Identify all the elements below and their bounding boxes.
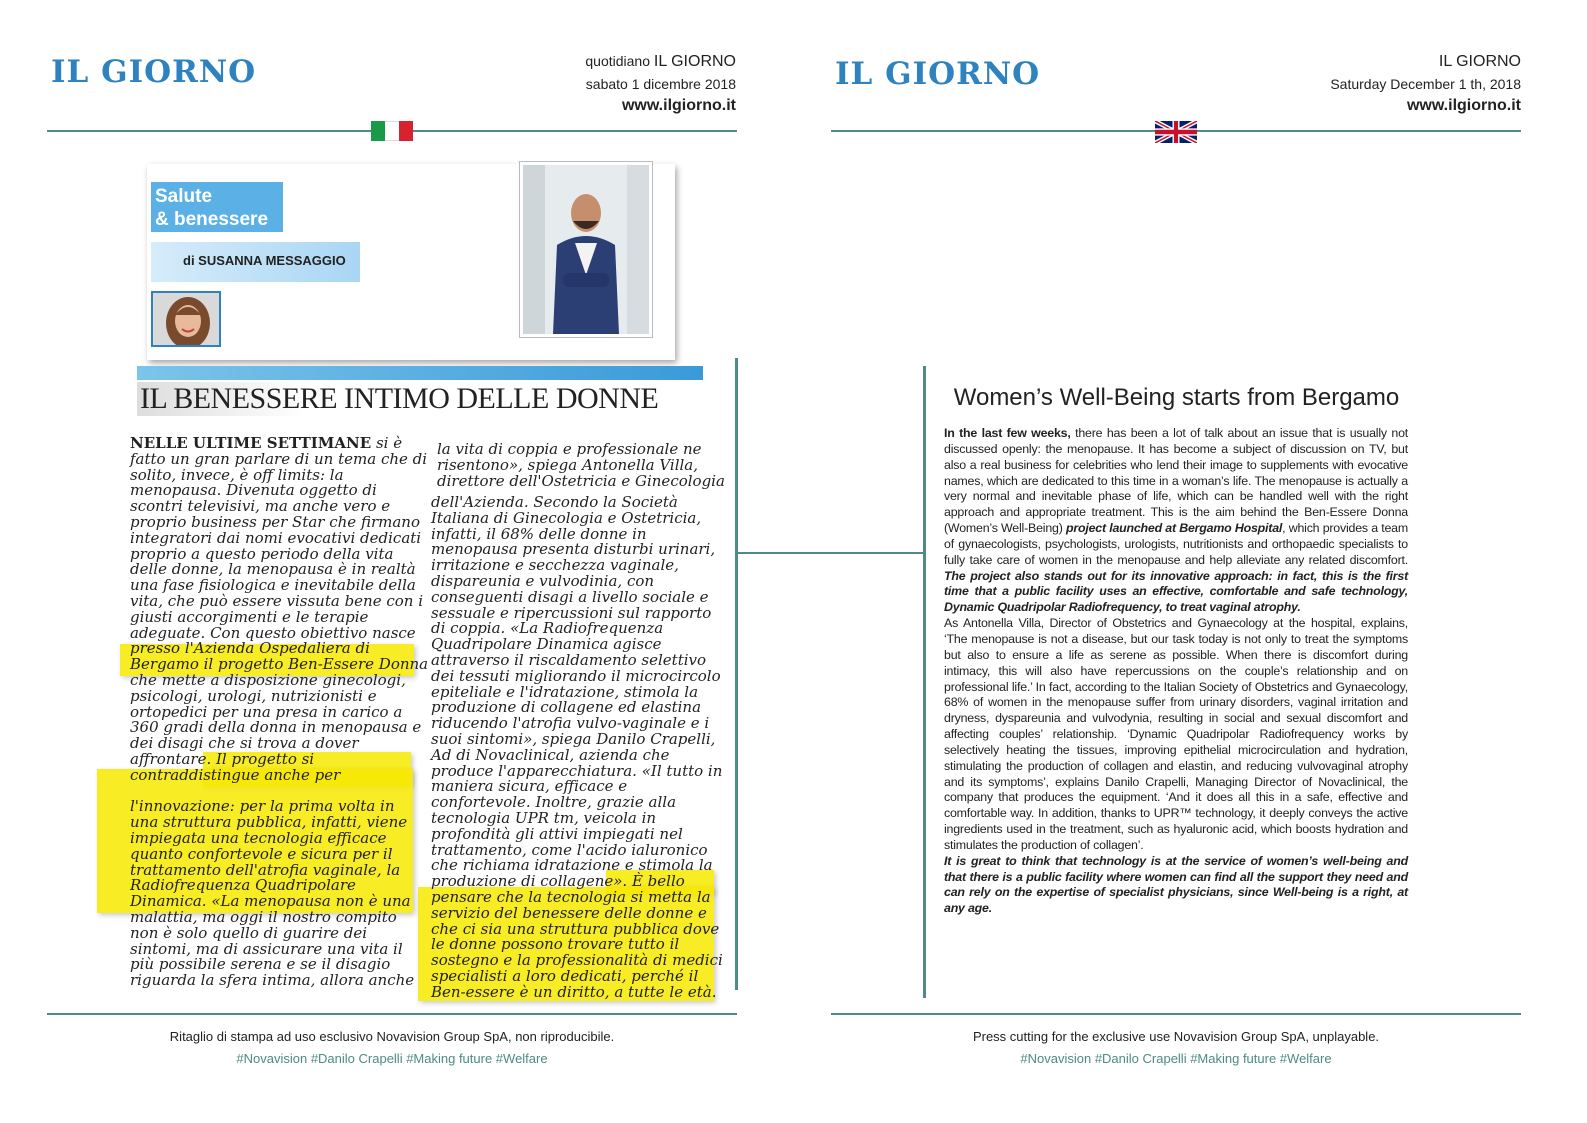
footer-note: Ritaglio di stampa ad uso esclusivo Novavision Group SpA, non riproducibile.: [169, 1029, 615, 1044]
article-line: infatti, il 68% delle donne in: [431, 524, 647, 543]
header-info-left: [585, 50, 736, 117]
article-line: adeguate. Con questo obiettivo nasce: [130, 623, 416, 642]
article-line: suoi sintomi», spiega Danilo Crapelli,: [431, 729, 716, 748]
article-line: proprio a questo periodo della vita: [130, 544, 394, 563]
english-paragraph-2: As Antonella Villa, Director of Obstetrics and Gynaecology at the hospital, explains, ‘The menopause is not a disease, but our task today is not only to treat the symptoms but also to ensure a life as serene as possible. When there is discomfort during intimacy, this will also have repercussions on the couple’s relationship and on professional life.’ In fact, according to the Italian Society of Obstetrics and Gynaecology, 68% of women in the menopause suffer from urinary disorders, vaginal irritation and dryness, dyspareunia and vulvodynia, resulting in social and sexual discomfort and affecting couples’ relationship. ‘Dynamic Quadripolar Radiofrequency works by selectively heating the tissues, improving epithelial microcirculation and hydration, stimulating the production of collagen and elastin, and reducing vulvovaginal atrophy and its symptoms’, explains Danilo Crapelli, Managing Director of Novaclinical, the company that produces the equipment. ‘And it does all this in a safe, effective and comfortable way. In addition, thanks to UPR™ technology, it deeply conveys the active ingredients used in the treatment, such as hyaluronic acid, which boosts hydration and stimulates the production of collagen’.: [944, 616, 1408, 852]
section-label-line2: & benessere: [155, 209, 269, 230]
article-line: affrontare. Il progetto si: [130, 749, 315, 768]
article-line: che ci sia una struttura pubblica dove: [431, 919, 720, 938]
connector-line-right: [923, 366, 926, 998]
article-column-1: [130, 436, 428, 989]
article-line: una fase fisiologica e inevitabile della: [130, 576, 416, 595]
article-line: tecnologia UPR tm, veicola in: [431, 808, 657, 827]
article-line: delle donne, la menopausa è in realtà: [130, 560, 416, 579]
english-article: [944, 426, 1408, 917]
article-line: Bergamo il progetto Ben-Essere Donna: [130, 655, 429, 674]
article-line: menopausa presenta disturbi urinari,: [431, 540, 716, 559]
header-date: Saturday December 1 th, 2018: [1330, 76, 1521, 92]
article-line: profondità gli attivi impiegati nel: [431, 824, 683, 843]
article-line: trattamento dell'atrofia vaginale, la: [130, 860, 401, 879]
footer-right: [831, 1026, 1521, 1070]
article-line: le donne possono trovare tutto il: [431, 935, 680, 954]
article-line: produce l'apparecchiatura. «Il tutto in: [431, 761, 723, 780]
footer-rule-left: [47, 1013, 737, 1015]
article-line: dispareunia e vulvodinia, con: [431, 571, 655, 590]
article-line: giusti accorgimenti e le terapie: [130, 607, 369, 626]
article-line: che mette a disposizione ginecologi,: [130, 670, 406, 689]
article-line: sintomi, ma di assicurare una vita il: [130, 939, 403, 958]
title-accent-bar: [137, 366, 703, 380]
article-line: presso l'Azienda Ospedaliera di: [130, 639, 370, 658]
article-line: che richiama idratazione e stimola la: [431, 856, 713, 875]
article-line: Quadripolare Dinamica agisce: [431, 635, 662, 654]
article-line: non è solo quello di guarire dei: [130, 923, 368, 942]
footer-rule-right: [831, 1013, 1521, 1015]
author-photo: [151, 291, 221, 347]
article-line: psicologi, urologi, nutrizionisti e: [130, 686, 377, 705]
article-line: di coppia. «La Radiofrequenza: [431, 619, 664, 638]
article-column-2a: [437, 442, 725, 489]
header-paper-name: IL GIORNO: [1438, 53, 1521, 70]
article-line: conseguenti disagi a livello sociale e: [431, 587, 709, 606]
article-line: si è: [371, 434, 403, 452]
article-line: pensare che la tecnologia si metta la: [431, 887, 711, 906]
footer-note: Press cutting for the exclusive use Novavision Group SpA, unplayable.: [972, 1029, 1380, 1044]
clipping-title: IL BENESSERE INTIMO DELLE DONNE: [137, 382, 703, 416]
article-line: produzione di collagene ed elastina: [431, 698, 702, 717]
article-line: risentono», spiega Antonella Villa,: [437, 455, 699, 474]
article-column-2b: [431, 495, 723, 1001]
article-line: più possibile serena e se il disagio: [130, 955, 391, 974]
article-line: riguarda la sfera intima, allora anche: [130, 971, 415, 990]
footer-left: [47, 1026, 737, 1070]
article-line: confortevole. Inoltre, grazie alla: [431, 793, 677, 812]
newspaper-logo-right: IL GIORNO: [835, 56, 1041, 92]
article-lead: NELLE ULTIME SETTIMANE: [130, 434, 372, 452]
article-line: Ben-essere è un diritto, a tutte le età.: [431, 982, 717, 1001]
article-line: Radiofrequenza Quadripolare: [130, 876, 356, 895]
article-line: direttore dell'Ostetricia e Ginecologia: [437, 471, 725, 490]
author-byline: di SUSANNA MESSAGGIO: [151, 242, 360, 282]
article-line: epiteliale e l'idratazione, stimola la: [431, 682, 699, 701]
article-line: riducendo l'atrofia vulvo-vaginale e i: [431, 714, 710, 733]
header-info-right: [1330, 50, 1521, 117]
uk-flag-icon: [1155, 121, 1197, 143]
english-emphasis: The project also stands out for its innovative approach: in fact, this is the first time that a public facility uses an effective, comfortable and safe technology, Dynamic Quadripolar Radiofrequency, to treat vaginal atrophy.: [944, 568, 1408, 615]
article-line: proprio business per Star che firmano: [130, 512, 420, 531]
article-line: sessuale e ripercussioni sul rapporto: [431, 603, 712, 622]
article-line: contraddistingue anche per: [130, 765, 341, 784]
article-line: 360 gradi della donna in menopausa e: [130, 718, 422, 737]
article-line: maniera sicura, efficace e: [431, 777, 628, 796]
article-line: solito, invece, è off limits: la: [130, 465, 344, 484]
article-line: servizio del benessere delle donne e: [431, 903, 707, 922]
english-paragraph-1: [944, 426, 1408, 616]
newspaper-logo-left: IL GIORNO: [51, 54, 257, 90]
article-line: dei tessuti migliorando il microcircolo: [431, 666, 721, 685]
article-line: specialisti a loro dedicati, perché il: [431, 966, 699, 985]
english-title: Women’s Well-Being starts from Bergamo: [953, 384, 1400, 411]
article-line: impiegata una tecnologia efficace: [130, 828, 387, 847]
interviewee-photo: [520, 162, 652, 337]
article-line: produzione di collagene». È bello: [431, 872, 685, 891]
article-line: integratori dai nomi evocativi dedicati: [130, 528, 422, 547]
english-text: there has been a lot of talk about an issue that is usually not discussed openly: the menopause. It has become a subject of discussion on TV, but also a real business for celebrities who lend their image to supplements with evocative names, which are dedicated to this time in a woman’s life. The menopause is actually a very normal and inevitable phase of life, which can be handled well with the right approach and appropriate treatment. This is the aim behind the Ben-Essere Donna (Women’s Well-Being): [944, 426, 1408, 536]
article-line: Italiana di Ginecologia e Ostetricia,: [431, 508, 702, 527]
section-label: [151, 182, 283, 232]
article-line: scontri televisivi, ma anche vero e: [130, 497, 391, 516]
article-line: trattamento, come l'acido ialuronico: [431, 840, 708, 859]
footer-tags: #Novavision #Danilo Crapelli #Making future #Welfare: [236, 1051, 548, 1066]
article-line: dell'Azienda. Secondo la Società: [431, 493, 678, 511]
article-line: irritazione e secchezza vaginale,: [431, 556, 679, 575]
connector-line-middle: [737, 552, 925, 554]
article-line: attraverso il riscaldamento selettivo: [431, 650, 707, 669]
english-text: , which provides a team of gynaecologists, psychologists, urologists, nutritionists and orthopaedic specialists to fully take care of women in the menopause and help alleviate any related discomfort.: [944, 521, 1408, 567]
article-line: una struttura pubblica, infatti, viene: [130, 813, 408, 832]
english-lead: In the last few weeks,: [944, 426, 1071, 440]
article-line: Dinamica. «La menopausa non è una: [130, 892, 411, 911]
header-date: sabato 1 dicembre 2018: [585, 76, 736, 92]
connector-line-left: [735, 358, 738, 990]
header-website: www.ilgiorno.it: [621, 97, 736, 114]
article-line: sostegno e la professionalità di medici: [431, 951, 723, 970]
header-label: quotidiano: [585, 53, 651, 69]
section-label-line1: Salute: [155, 186, 213, 207]
article-line: malattia, ma oggi il nostro compito: [130, 907, 397, 926]
english-emphasis: project launched at Bergamo Hospital: [1062, 521, 1283, 536]
article-line: dei disagi che si trova a dover: [130, 734, 359, 753]
header-paper-name: IL GIORNO: [653, 53, 736, 70]
article-line: fatto un gran parlare di un tema che di: [130, 449, 428, 468]
header-website: www.ilgiorno.it: [1406, 97, 1521, 114]
article-line: l'innovazione: per la prima volta in: [130, 797, 395, 816]
article-line: ortopedici per una presa in carico a: [130, 702, 403, 721]
footer-tags: #Novavision #Danilo Crapelli #Making future #Welfare: [1020, 1051, 1332, 1066]
article-line: Ad di Novaclinical, azienda che: [431, 745, 670, 764]
article-line: vita, che può essere vissuta bene con i: [130, 591, 424, 610]
article-line: la vita di coppia e professionale ne: [437, 440, 702, 458]
english-paragraph-3: It is great to think that technology is at the service of women’s well-being and that there is a public facility where women can find all the support they need and can rely on the expertise of specialist physicians, since Well-being is a right, at any age.: [944, 853, 1408, 916]
article-line: menopausa. Divenuta oggetto di: [130, 481, 377, 500]
italy-flag-icon: [371, 121, 413, 141]
article-line: quanto confortevole e sicura per il: [130, 844, 393, 863]
